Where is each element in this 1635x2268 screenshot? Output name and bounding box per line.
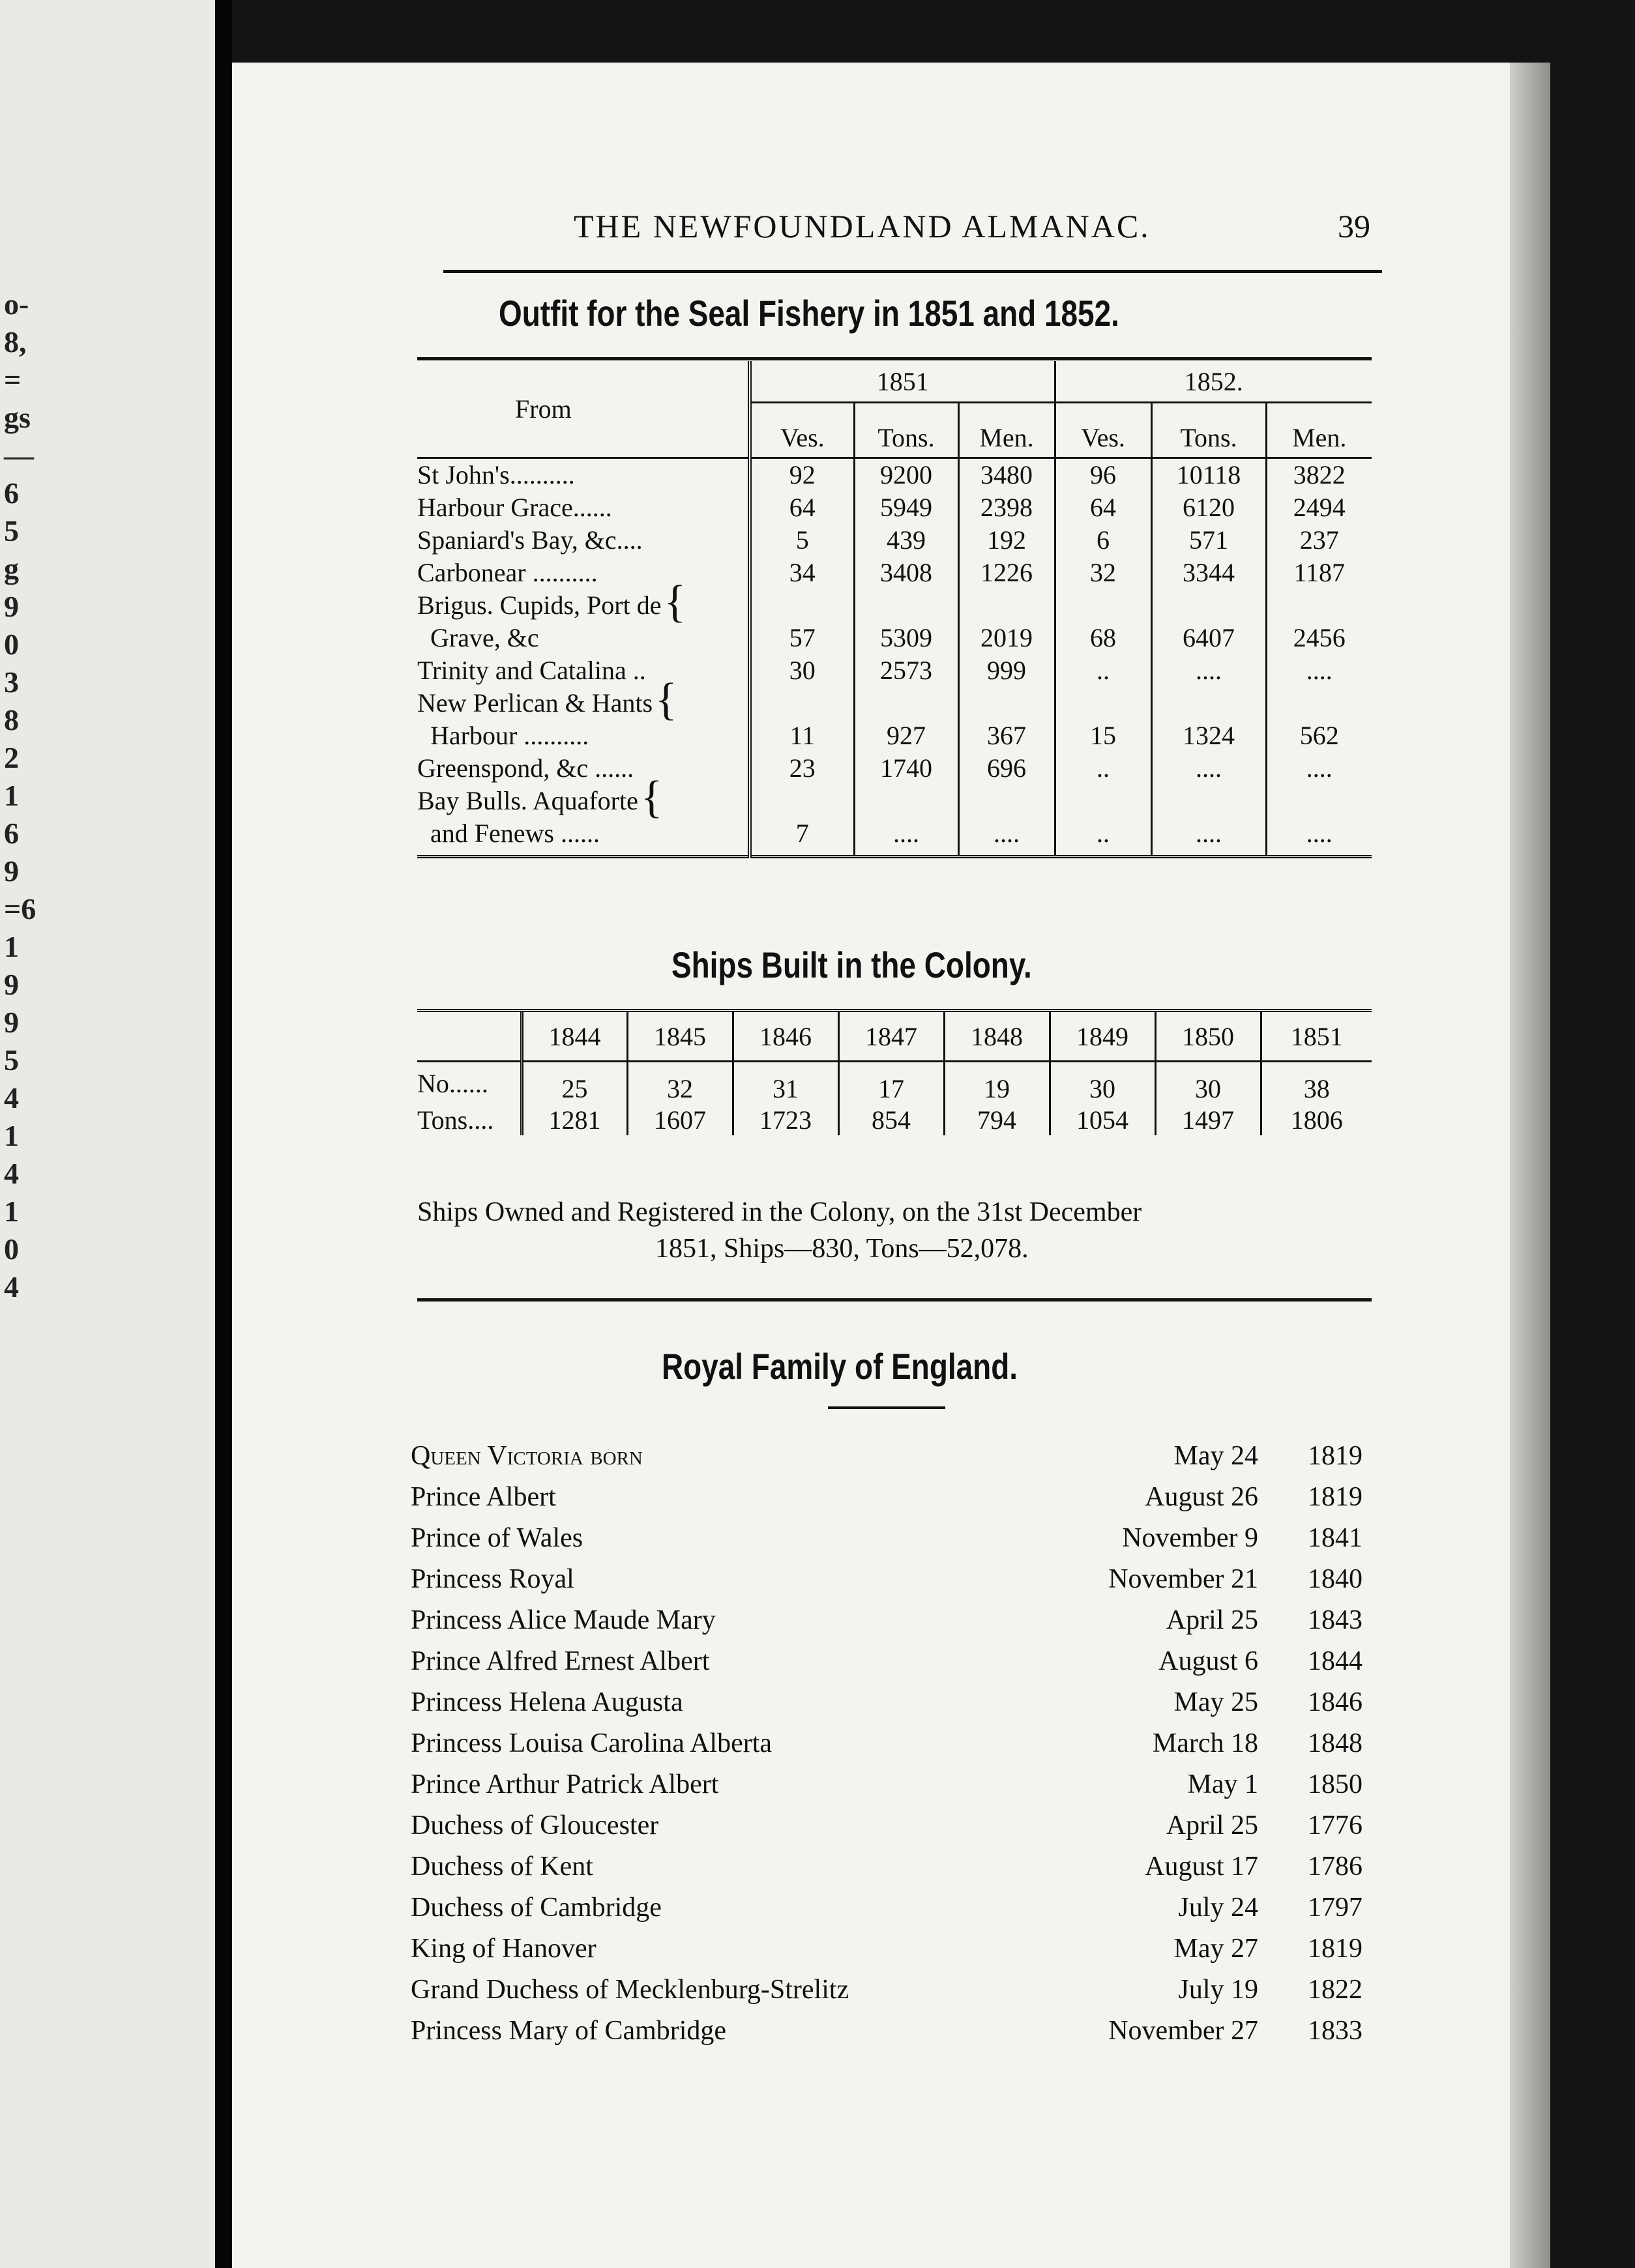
from-header: From xyxy=(417,361,750,458)
royal-name: Duchess of Kent xyxy=(411,1852,593,1882)
birth-date: August 6 xyxy=(1158,1646,1258,1676)
table-row xyxy=(417,557,1372,589)
value-cell: 92 xyxy=(750,458,854,492)
list-item xyxy=(411,1563,1362,1604)
value-cell: 32 xyxy=(1055,557,1151,589)
birth-date: August 17 xyxy=(1145,1852,1258,1882)
place-name: New Perlican & Hants xyxy=(417,688,653,718)
value-cell: 9200 xyxy=(854,458,958,492)
value-cell: .... xyxy=(854,817,958,850)
place-name: Grave, &c xyxy=(417,623,539,652)
birth-date: July 24 xyxy=(1178,1893,1258,1923)
royal-name: Princess Alice Maude Mary xyxy=(411,1605,716,1635)
place-name: Spaniard's Bay, &c.... xyxy=(417,525,643,555)
royal-name: Prince Alfred Ernest Albert xyxy=(411,1646,710,1676)
adjacent-page-fragment: 1 xyxy=(4,1195,19,1228)
royal-name: Prince of Wales xyxy=(411,1523,583,1553)
adjacent-page-fragment: 1 xyxy=(4,1119,19,1152)
adjacent-page-fragment: = xyxy=(4,363,22,396)
value-cell xyxy=(750,589,854,622)
list-item xyxy=(411,1728,1362,1768)
birth-year: 1841 xyxy=(1308,1523,1362,1553)
value-cell xyxy=(750,687,854,720)
ships-built-title: Ships Built in the Colony. xyxy=(671,944,1032,985)
value-cell xyxy=(1055,687,1151,720)
value-cell: 38 xyxy=(1261,1062,1372,1105)
royal-title-rule xyxy=(828,1406,945,1409)
adjacent-page-fragment: 8, xyxy=(4,325,27,358)
column-header: Tons. xyxy=(854,403,958,458)
adjacent-page-fragment: 0 xyxy=(4,628,19,661)
adjacent-page-fragment: — xyxy=(4,439,34,472)
value-cell: 192 xyxy=(958,524,1055,557)
value-cell: 7 xyxy=(750,817,854,850)
birth-year: 1850 xyxy=(1308,1769,1362,1799)
value-cell: 32 xyxy=(627,1062,733,1105)
birth-date: April 25 xyxy=(1166,1605,1258,1635)
royal-name: Princess Louisa Carolina Alberta xyxy=(411,1728,773,1758)
place-cell xyxy=(417,524,750,557)
adjacent-page-fragment: 5 xyxy=(4,514,19,547)
year-header: 1846 xyxy=(733,1011,838,1062)
place-name: and Fenews ...... xyxy=(417,819,600,848)
page-edge xyxy=(1510,63,1550,2268)
adjacent-page-fragment: g xyxy=(4,552,19,585)
value-cell: 25 xyxy=(522,1062,627,1105)
adjacent-page-fragment: o- xyxy=(4,287,29,321)
column-header: Ves. xyxy=(1055,403,1151,458)
value-cell xyxy=(854,589,958,622)
place-cell xyxy=(417,675,750,725)
adjacent-page-fragment: 5 xyxy=(4,1043,19,1077)
header-rule xyxy=(443,270,1382,273)
value-cell: 30 xyxy=(750,654,854,687)
list-item xyxy=(411,1892,1362,1932)
note-line-2: 1851, Ships—830, Tons—52,078. xyxy=(655,1234,1029,1264)
value-cell xyxy=(1266,589,1372,622)
value-cell xyxy=(958,687,1055,720)
place-name: Bay Bulls. Aquaforte xyxy=(417,786,638,815)
birth-year: 1819 xyxy=(1308,1934,1362,1964)
royal-name: Prince Arthur Patrick Albert xyxy=(411,1769,719,1799)
value-cell: .. xyxy=(1055,752,1151,785)
adjacent-page-fragment: 9 xyxy=(4,968,19,1001)
birth-date: November 21 xyxy=(1108,1564,1258,1594)
value-cell xyxy=(1151,687,1266,720)
place-cell xyxy=(417,577,750,627)
value-cell: 999 xyxy=(958,654,1055,687)
value-cell: 1607 xyxy=(627,1104,733,1135)
value-cell: 5309 xyxy=(854,622,958,654)
ships-registered-note xyxy=(417,1194,1376,1267)
birth-year: 1797 xyxy=(1308,1893,1362,1923)
value-cell: 10118 xyxy=(1151,458,1266,492)
value-cell: .... xyxy=(1266,654,1372,687)
value-cell: .... xyxy=(1151,752,1266,785)
value-cell: 794 xyxy=(944,1104,1050,1135)
table-row xyxy=(417,752,1372,785)
place-name: Carbonear .......... xyxy=(417,558,598,587)
list-item xyxy=(411,1810,1362,1850)
value-cell: 57 xyxy=(750,622,854,654)
list-item xyxy=(411,1440,1362,1481)
value-cell xyxy=(1151,589,1266,622)
adjacent-page-fragment: 0 xyxy=(4,1232,19,1266)
running-head: THE NEWFOUNDLAND ALMANAC. xyxy=(574,208,1151,244)
value-cell: 6 xyxy=(1055,524,1151,557)
place-cell xyxy=(417,458,750,492)
value-cell: 3480 xyxy=(958,458,1055,492)
value-cell: 1324 xyxy=(1151,720,1266,752)
value-cell: 96 xyxy=(1055,458,1151,492)
value-cell: .... xyxy=(958,817,1055,850)
birth-date: August 26 xyxy=(1145,1482,1258,1512)
value-cell xyxy=(1266,687,1372,720)
place-cell xyxy=(417,817,750,850)
royal-name: Grand Duchess of Mecklenburg-Strelitz xyxy=(411,1975,849,2005)
place-cell xyxy=(417,622,750,654)
table-row xyxy=(417,491,1372,524)
value-cell xyxy=(1151,785,1266,817)
value-cell: .... xyxy=(1151,654,1266,687)
value-cell xyxy=(750,785,854,817)
row-label: Tons.... xyxy=(417,1105,494,1135)
year-header: 1849 xyxy=(1050,1011,1155,1062)
year-header: 1848 xyxy=(944,1011,1050,1062)
value-cell: 30 xyxy=(1155,1062,1261,1105)
value-cell: 1723 xyxy=(733,1104,838,1135)
value-cell: 6120 xyxy=(1151,491,1266,524)
value-cell: 1740 xyxy=(854,752,958,785)
list-item xyxy=(411,1481,1362,1522)
value-cell: 2494 xyxy=(1266,491,1372,524)
value-cell: 237 xyxy=(1266,524,1372,557)
book-gutter xyxy=(215,0,232,2268)
royal-name: Duchess of Cambridge xyxy=(411,1893,662,1923)
place-cell xyxy=(417,654,750,687)
value-cell: 23 xyxy=(750,752,854,785)
royal-top-rule xyxy=(417,1298,1372,1301)
column-header: Tons. xyxy=(1151,403,1266,458)
value-cell xyxy=(854,687,958,720)
value-cell: 64 xyxy=(750,491,854,524)
value-cell: 15 xyxy=(1055,720,1151,752)
table-row xyxy=(417,785,1372,817)
adjacent-page-fragment: 9 xyxy=(4,854,19,888)
value-cell: 6407 xyxy=(1151,622,1266,654)
value-cell: .... xyxy=(1266,752,1372,785)
value-cell: 571 xyxy=(1151,524,1266,557)
note-line-1: Ships Owned and Registered in the Colony, on the 31st December xyxy=(417,1197,1142,1227)
birth-date: May 27 xyxy=(1173,1934,1258,1964)
year-1851-header: 1851 xyxy=(750,361,1055,403)
list-item xyxy=(411,1646,1362,1686)
adjacent-page-fragment: gs xyxy=(4,401,31,434)
value-cell: 31 xyxy=(733,1062,838,1105)
royal-name: Princess Helena Augusta xyxy=(411,1687,683,1717)
value-cell: 696 xyxy=(958,752,1055,785)
value-cell: 34 xyxy=(750,557,854,589)
value-cell: 3344 xyxy=(1151,557,1266,589)
list-item xyxy=(411,1974,1362,2014)
list-item xyxy=(411,1933,1362,1973)
value-cell: 3822 xyxy=(1266,458,1372,492)
value-cell xyxy=(1266,785,1372,817)
value-cell: 64 xyxy=(1055,491,1151,524)
adjacent-page-fragment: 6 xyxy=(4,476,19,510)
royal-name: Princess Mary of Cambridge xyxy=(411,2016,727,2046)
birth-year: 1848 xyxy=(1308,1728,1362,1758)
birth-date: November 9 xyxy=(1122,1523,1258,1553)
seal-top-rule xyxy=(417,357,1372,360)
value-cell: 19 xyxy=(944,1062,1050,1105)
year-header: 1850 xyxy=(1155,1011,1261,1062)
birth-date: July 19 xyxy=(1178,1975,1258,2005)
birth-year: 1776 xyxy=(1308,1810,1362,1840)
birth-date: November 27 xyxy=(1108,2016,1258,2046)
royal-name: Princess Royal xyxy=(411,1564,574,1594)
ships-built-table xyxy=(417,1009,1372,1135)
brace-mark: { xyxy=(655,675,677,725)
value-cell: .. xyxy=(1055,817,1151,850)
value-cell: 5949 xyxy=(854,491,958,524)
adjacent-page-strip xyxy=(0,0,215,2268)
column-header: Men. xyxy=(1266,403,1372,458)
adjacent-page-fragment: 8 xyxy=(4,703,19,736)
place-name: Brigus. Cupids, Port de xyxy=(417,590,662,620)
seal-fishery-title: Outfit for the Seal Fishery in 1851 and 1852. xyxy=(499,293,1119,334)
value-cell: 1806 xyxy=(1261,1104,1372,1135)
place-cell xyxy=(417,752,750,785)
list-item xyxy=(411,1605,1362,1645)
value-cell xyxy=(958,589,1055,622)
list-item xyxy=(411,1687,1362,1727)
place-name: Trinity and Catalina .. xyxy=(417,656,646,685)
value-cell xyxy=(1055,589,1151,622)
place-name: Greenspond, &c ...... xyxy=(417,753,634,783)
birth-year: 1843 xyxy=(1308,1605,1362,1635)
birth-date: May 24 xyxy=(1173,1441,1258,1471)
birth-date: April 25 xyxy=(1166,1810,1258,1840)
value-cell: 30 xyxy=(1050,1062,1155,1105)
value-cell: 2019 xyxy=(958,622,1055,654)
birth-year: 1846 xyxy=(1308,1687,1362,1717)
year-header: 1845 xyxy=(627,1011,733,1062)
brace-mark: { xyxy=(640,772,663,822)
adjacent-page-fragment: 9 xyxy=(4,1006,19,1039)
value-cell: 11 xyxy=(750,720,854,752)
page-number: 39 xyxy=(1338,208,1370,244)
adjacent-page-fragment: 1 xyxy=(4,779,19,812)
place-cell xyxy=(417,720,750,752)
value-cell: 439 xyxy=(854,524,958,557)
adjacent-page-fragment: 4 xyxy=(4,1081,19,1114)
value-cell: .... xyxy=(1266,817,1372,850)
adjacent-page-fragment: 2 xyxy=(4,741,19,774)
birth-date: March 18 xyxy=(1152,1728,1258,1758)
table-row xyxy=(417,1104,1372,1135)
adjacent-page-fragment: 3 xyxy=(4,665,19,699)
birth-year: 1819 xyxy=(1308,1441,1362,1471)
birth-year: 1844 xyxy=(1308,1646,1362,1676)
birth-year: 1840 xyxy=(1308,1564,1362,1594)
place-cell xyxy=(417,557,750,589)
birth-year: 1819 xyxy=(1308,1482,1362,1512)
birth-year: 1786 xyxy=(1308,1852,1362,1882)
birth-date: May 25 xyxy=(1173,1687,1258,1717)
value-cell: 68 xyxy=(1055,622,1151,654)
value-cell: 367 xyxy=(958,720,1055,752)
value-cell: 1497 xyxy=(1155,1104,1261,1135)
place-name: Harbour .......... xyxy=(417,721,589,750)
value-cell: 2456 xyxy=(1266,622,1372,654)
value-cell xyxy=(854,785,958,817)
royal-family-title: Royal Family of England. xyxy=(662,1346,1018,1387)
adjacent-page-fragment: 4 xyxy=(4,1270,19,1303)
royal-name: Prince Albert xyxy=(411,1482,556,1512)
row-label: No...... xyxy=(417,1068,488,1098)
value-cell: 5 xyxy=(750,524,854,557)
seal-fishery-table xyxy=(417,361,1372,858)
value-cell: 1187 xyxy=(1266,557,1372,589)
year-header: 1851 xyxy=(1261,1011,1372,1062)
place-name: St John's.......... xyxy=(417,460,575,489)
table-row xyxy=(417,817,1372,850)
table-row xyxy=(417,458,1372,492)
place-name: Harbour Grace...... xyxy=(417,493,612,522)
table-row xyxy=(417,622,1372,654)
value-cell: 1226 xyxy=(958,557,1055,589)
adjacent-page-fragment: 4 xyxy=(4,1157,19,1190)
ships-corner xyxy=(417,1011,522,1062)
adjacent-page-fragment: 1 xyxy=(4,930,19,963)
brace-mark: { xyxy=(664,577,686,627)
adjacent-page-fragment: =6 xyxy=(4,892,37,925)
column-header: Men. xyxy=(958,403,1055,458)
year-header: 1847 xyxy=(838,1011,944,1062)
birth-date: May 1 xyxy=(1187,1769,1258,1799)
birth-year: 1833 xyxy=(1308,2016,1362,2046)
place-cell xyxy=(417,772,750,822)
place-cell xyxy=(417,491,750,524)
value-cell: 1281 xyxy=(522,1104,627,1135)
list-item xyxy=(411,1851,1362,1891)
adjacent-page-fragment: 6 xyxy=(4,817,19,850)
value-cell: 927 xyxy=(854,720,958,752)
year-1852-header: 1852. xyxy=(1055,361,1372,403)
year-header: 1844 xyxy=(522,1011,627,1062)
value-cell: 2573 xyxy=(854,654,958,687)
value-cell: 3408 xyxy=(854,557,958,589)
value-cell: 2398 xyxy=(958,491,1055,524)
list-item xyxy=(411,1522,1362,1563)
table-row xyxy=(417,654,1372,687)
adjacent-page-fragment: 9 xyxy=(4,590,19,623)
value-cell xyxy=(1055,785,1151,817)
value-cell: 562 xyxy=(1266,720,1372,752)
table-row xyxy=(417,524,1372,557)
royal-name: Duchess of Gloucester xyxy=(411,1810,659,1840)
value-cell: 1054 xyxy=(1050,1104,1155,1135)
table-row xyxy=(417,1062,1372,1105)
table-row xyxy=(417,687,1372,720)
list-item xyxy=(411,2015,1362,2056)
value-cell: .... xyxy=(1151,817,1266,850)
royal-name: King of Hanover xyxy=(411,1934,597,1964)
birth-year: 1822 xyxy=(1308,1975,1362,2005)
table-row xyxy=(417,720,1372,752)
list-item xyxy=(411,1769,1362,1809)
value-cell xyxy=(958,785,1055,817)
column-header: Ves. xyxy=(750,403,854,458)
royal-name: Queen Victoria born xyxy=(411,1441,643,1471)
table-row xyxy=(417,589,1372,622)
value-cell: 854 xyxy=(838,1104,944,1135)
value-cell: .. xyxy=(1055,654,1151,687)
value-cell: 17 xyxy=(838,1062,944,1105)
